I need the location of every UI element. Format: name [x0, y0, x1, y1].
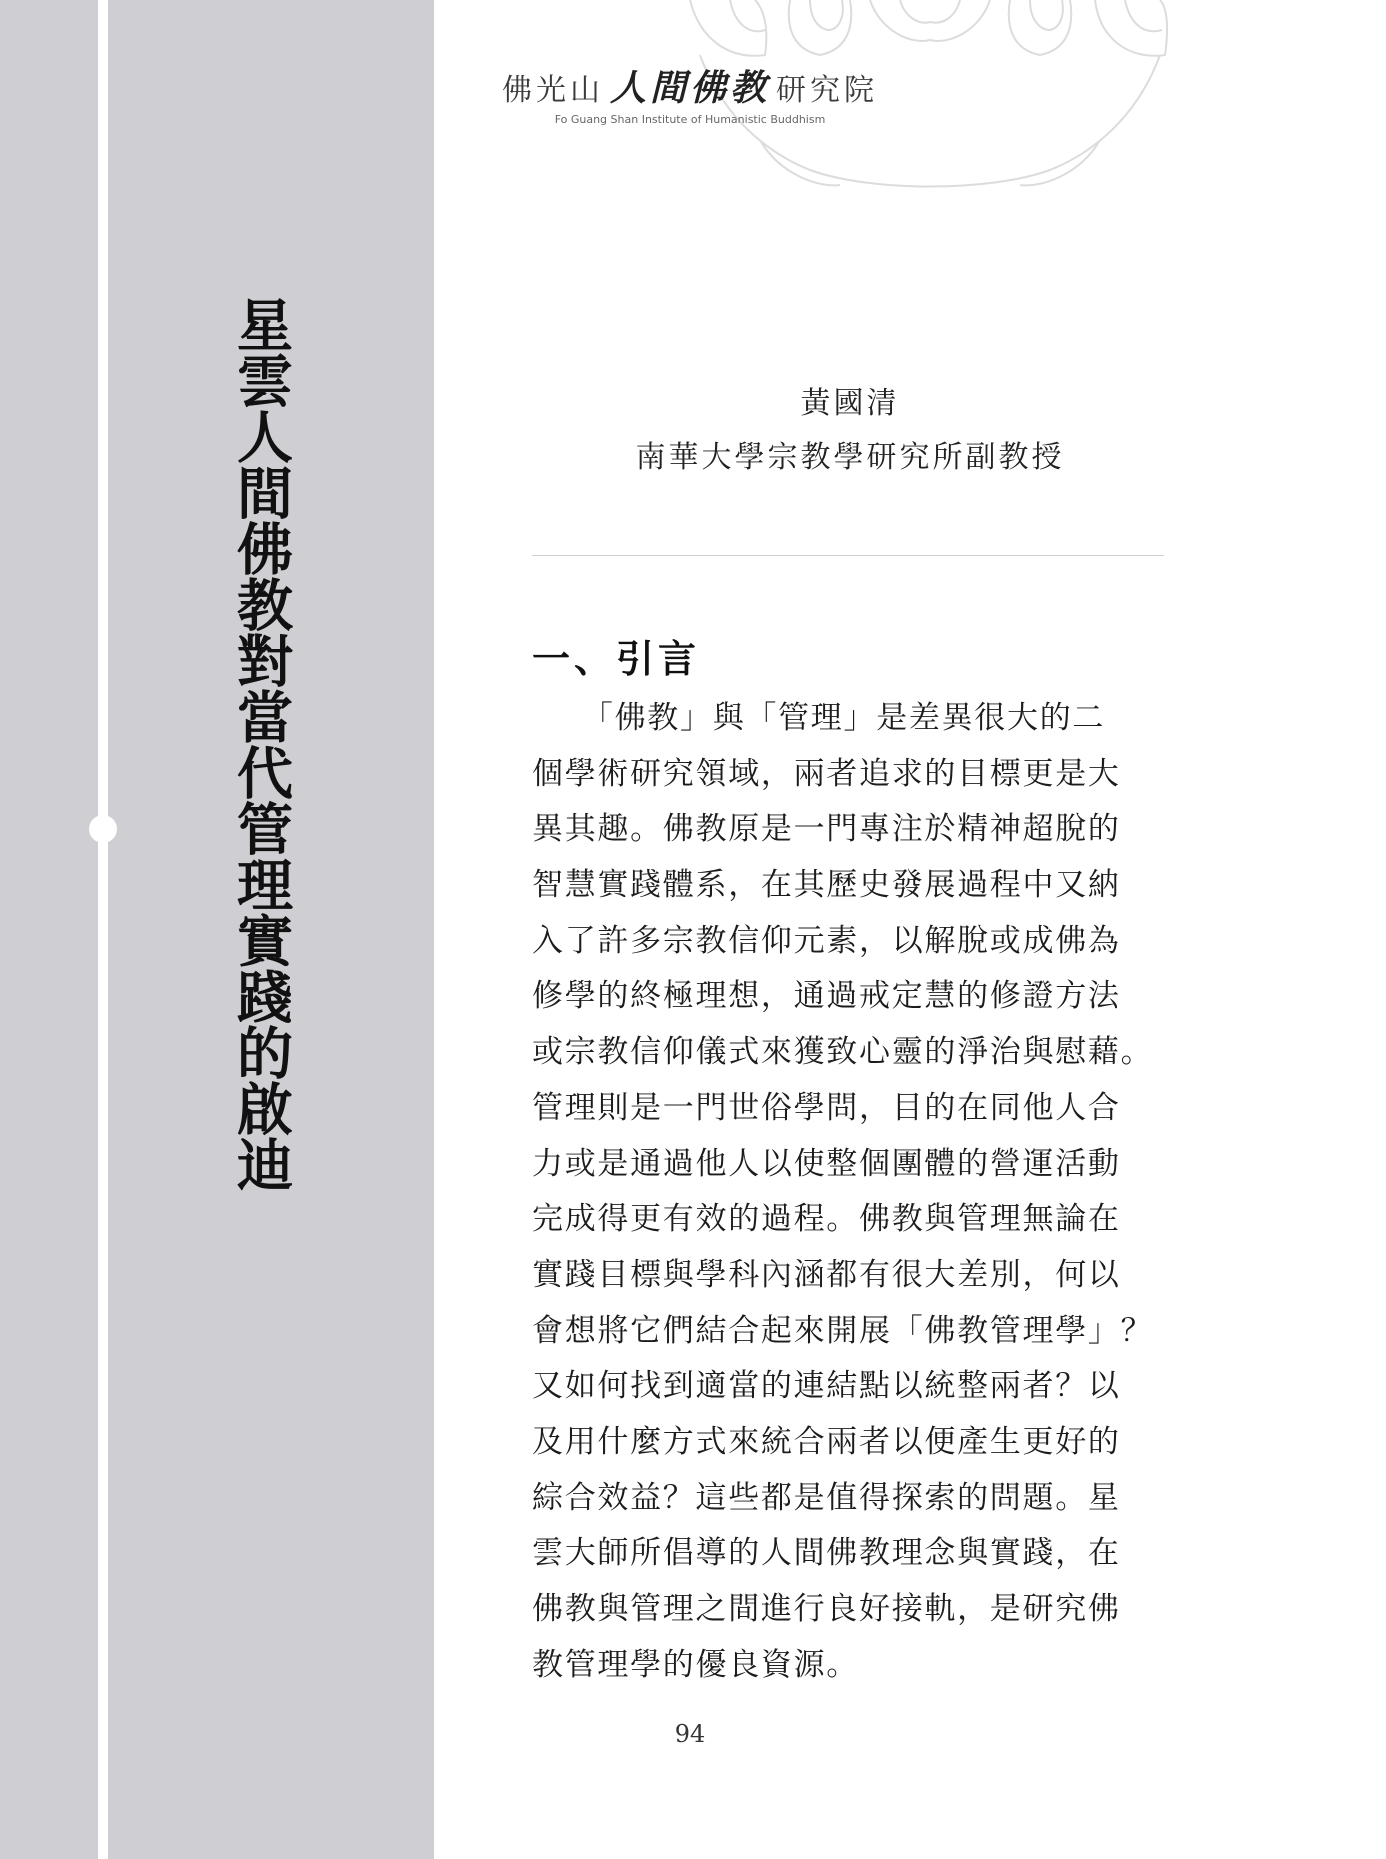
body-line: 異其趣。佛教原是一門專注於精神超脫的	[532, 811, 1121, 848]
body-line: 完成得更有效的過程。佛教與管理無論在	[532, 1201, 1121, 1238]
body-line: 力或是通過他人以使整個團體的營運活動	[532, 1145, 1121, 1182]
sidebar-panel	[0, 0, 434, 1859]
body-paragraph	[532, 691, 1168, 1693]
logo-calligraphy: 人間佛教	[609, 67, 770, 109]
body-line: 及用什麼方式來統合兩者以便產生更好的	[532, 1423, 1121, 1460]
body-line: 「佛教」與「管理」是差異很大的二	[532, 700, 1106, 736]
body-line: 會想將它們結合起來開展「佛教管理學」？	[532, 1312, 1154, 1349]
author-name: 黃國清	[800, 386, 900, 421]
author-affiliation: 南華大學宗教學研究所副教授	[635, 440, 1065, 475]
logo-prefix: 佛光山	[501, 73, 604, 108]
body-line: 智慧實踐體系，在其歷史發展過程中又納	[532, 867, 1121, 904]
body-line: 實踐目標與學科內涵都有很大差別，何以	[532, 1256, 1121, 1293]
body-line: 入了許多宗教信仰元素，以解脫或成佛為	[532, 922, 1121, 959]
page-number: 94	[674, 1720, 706, 1748]
body-line: 又如何找到適當的連結點以統整兩者？以	[532, 1368, 1121, 1405]
sidebar-dot-icon	[89, 815, 117, 843]
sidebar-rail	[98, 0, 108, 1859]
logo-suffix: 研究院	[776, 73, 878, 108]
body-line: 或宗教信仰儀式來獲致心靈的淨治與慰藉。	[532, 1034, 1154, 1071]
article-title-vertical: 星雲人間佛教對當代管理實踐的啟迪	[228, 296, 294, 1192]
section-divider	[532, 555, 1164, 556]
body-line: 綜合效益？這些都是值得探索的問題。星	[532, 1479, 1121, 1516]
logo-chinese	[480, 60, 900, 111]
body-line: 修學的終極理想，通過戒定慧的修證方法	[532, 978, 1121, 1015]
body-line: 佛教與管理之間進行良好接軌，是研究佛	[532, 1591, 1121, 1627]
section-heading: 一、引言	[532, 636, 701, 681]
institute-logo	[480, 60, 900, 126]
body-line: 個學術研究領域，兩者追求的目標更是大	[532, 755, 1121, 792]
logo-english: Fo Guang Shan Institute of Humanistic Buddhism	[554, 113, 826, 126]
body-line: 雲大師所倡導的人間佛教理念與實踐，在	[532, 1535, 1121, 1572]
body-line: 教管理學的優良資源。	[532, 1646, 859, 1683]
body-line: 管理則是一門世俗學問，目的在同他人合	[532, 1089, 1121, 1126]
